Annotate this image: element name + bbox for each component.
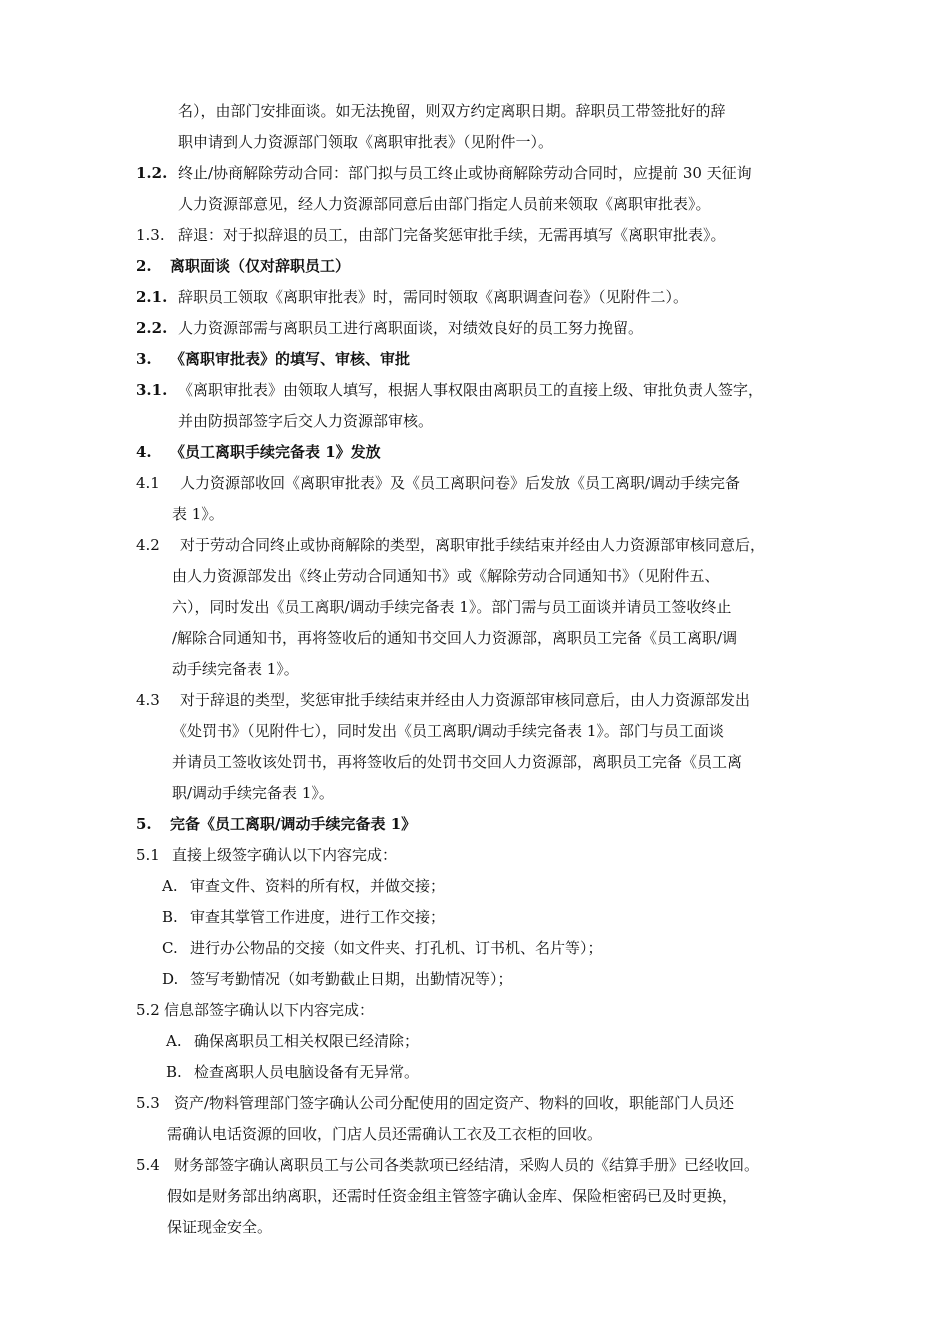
line-text: 由人力资源部发出《终止劳动合同通知书》或《解除劳动合同通知书》（见附件五、 <box>172 567 720 585</box>
doc-line <box>0 747 950 777</box>
list-item <box>0 1057 950 1087</box>
line-text: 财务部签字确认离职员工与公司各类款项已经结清，采购人员的《结算手册》已经收回。 <box>174 1156 760 1174</box>
item-letter: B. <box>166 1063 182 1081</box>
item-number: 2.1. <box>136 288 168 306</box>
section-heading <box>0 437 950 467</box>
doc-line <box>0 995 950 1025</box>
section-number: 4. <box>136 443 152 461</box>
item-number: 5.1 <box>136 846 160 864</box>
line-text: 人力资源部需与离职员工进行离职面谈，对绩效良好的员工努力挽留。 <box>178 319 644 337</box>
line-text: 信息部签字确认以下内容完成： <box>164 1001 375 1019</box>
doc-line <box>0 530 950 560</box>
list-item <box>0 902 950 932</box>
line-text: 确保离职员工相关权限已经清除； <box>194 1032 420 1050</box>
line-text: 进行办公物品的交接（如文件夹、打孔机、订书机、名片等）； <box>190 939 603 957</box>
doc-line <box>0 1119 950 1149</box>
line-text: 名），由部门安排面谈。如无法挽留，则双方约定离职日期。辞职员工带签批好的辞 <box>178 102 726 120</box>
doc-line <box>0 716 950 746</box>
item-number: 5.4 <box>136 1156 160 1174</box>
line-text: 职/调动手续完备表 1》。 <box>172 784 334 802</box>
item-letter: A. <box>162 877 178 895</box>
item-number: 5.2 <box>136 1001 160 1019</box>
line-text: 《处罚书》（见附件七），同时发出《员工离职/调动手续完备表 1》。部门与员工面谈 <box>172 722 724 740</box>
item-number: 5.3 <box>136 1094 160 1112</box>
doc-line <box>0 282 950 312</box>
line-text: 并请员工签收该处罚书，再将签收后的处罚书交回人力资源部，离职员工完备《员工离 <box>172 753 743 771</box>
doc-line <box>0 1150 950 1180</box>
item-number: 4.3 <box>136 691 160 709</box>
line-text: 需确认电话资源的回收，门店人员还需确认工衣及工衣柜的回收。 <box>167 1125 603 1143</box>
item-number: 1.2. <box>136 164 168 182</box>
doc-line <box>0 406 950 436</box>
section-heading <box>0 344 950 374</box>
line-text: 假如是财务部出纳离职，还需时任资金组主管签字确认金库、保险柜密码已及时更换， <box>167 1187 738 1205</box>
doc-line <box>0 96 950 126</box>
line-text: 辞退：对于拟辞退的员工，由部门完备奖惩审批手续，无需再填写《离职审批表》。 <box>178 226 726 244</box>
line-text: 人力资源部意见，经人力资源部同意后由部门指定人员前来领取《离职审批表》。 <box>178 195 711 213</box>
doc-line <box>0 654 950 684</box>
doc-line <box>0 778 950 808</box>
doc-line <box>0 468 950 498</box>
line-text: 动手续完备表 1》。 <box>172 660 299 678</box>
doc-line <box>0 685 950 715</box>
doc-line <box>0 189 950 219</box>
doc-line <box>0 313 950 343</box>
list-item <box>0 933 950 963</box>
doc-line <box>0 375 950 405</box>
line-text: 保证现金安全。 <box>167 1218 273 1236</box>
line-text: 表 1》。 <box>172 505 224 523</box>
list-item <box>0 1026 950 1056</box>
item-number: 1.3. <box>136 226 165 244</box>
item-letter: A. <box>166 1032 182 1050</box>
list-item <box>0 964 950 994</box>
section-number: 2. <box>136 257 152 275</box>
doc-line <box>0 220 950 250</box>
doc-line <box>0 623 950 653</box>
line-text: 签写考勤情况（如考勤截止日期，出勤情况等）； <box>190 970 513 988</box>
line-text: 并由防损部签字后交人力资源部审核。 <box>178 412 434 430</box>
doc-line <box>0 561 950 591</box>
doc-line <box>0 127 950 157</box>
doc-line <box>0 158 950 188</box>
doc-line <box>0 1088 950 1118</box>
item-number: 4.1 <box>136 474 160 492</box>
doc-line <box>0 499 950 529</box>
doc-line <box>0 1181 950 1211</box>
line-text: 对于辞退的类型，奖惩审批手续结束并经由人力资源部审核同意后，由人力资源部发出 <box>180 691 751 709</box>
section-title: 《员工离职手续完备表 1》发放 <box>170 443 381 461</box>
item-number: 2.2. <box>136 319 168 337</box>
line-text: 终止/协商解除劳动合同：部门拟与员工终止或协商解除劳动合同时，应提前 30 天征询 <box>178 164 752 182</box>
line-text: 辞职员工领取《离职审批表》时，需同时领取《离职调查问卷》（见附件二）。 <box>178 288 689 306</box>
doc-line <box>0 1212 950 1242</box>
line-text: /解除合同通知书，再将签收后的通知书交回人力资源部，离职员工完备《员工离职/调 <box>172 629 738 647</box>
doc-line <box>0 592 950 622</box>
section-title: 离职面谈（仅对辞职员工） <box>170 257 351 275</box>
doc-line <box>0 840 950 870</box>
item-number: 3.1. <box>136 381 168 399</box>
section-number: 3. <box>136 350 152 368</box>
section-title: 完备《员工离职/调动手续完备表 1》 <box>170 815 417 833</box>
line-text: 直接上级签字确认以下内容完成： <box>172 846 398 864</box>
line-text: 《离职审批表》由领取人填写，根据人事权限由离职员工的直接上级、审批负责人签字， <box>178 381 764 399</box>
item-letter: C. <box>162 939 178 957</box>
line-text: 检查离职人员电脑设备有无异常。 <box>194 1063 420 1081</box>
section-number: 5. <box>136 815 152 833</box>
line-text: 人力资源部收回《离职审批表》及《员工离职问卷》后发放《员工离职/调动手续完备 <box>180 474 741 492</box>
item-letter: B. <box>162 908 178 926</box>
item-number: 4.2 <box>136 536 160 554</box>
line-text: 六），同时发出《员工离职/调动手续完备表 1》。部门需与员工面谈并请员工签收终止 <box>172 598 732 616</box>
line-text: 审查文件、资料的所有权，并做交接； <box>190 877 446 895</box>
section-heading <box>0 809 950 839</box>
item-letter: D. <box>162 970 179 988</box>
list-item <box>0 871 950 901</box>
line-text: 资产/物料管理部门签字确认公司分配使用的固定资产、物料的回收，职能部门人员还 <box>174 1094 735 1112</box>
line-text: 职申请到人力资源部门领取《离职审批表》（见附件一）。 <box>178 133 554 151</box>
section-heading <box>0 251 950 281</box>
line-text: 审查其掌管工作进度，进行工作交接； <box>190 908 446 926</box>
line-text: 对于劳动合同终止或协商解除的类型，离职审批手续结束并经由人力资源部审核同意后， <box>180 536 766 554</box>
section-title: 《离职审批表》的填写、审核、审批 <box>170 350 411 368</box>
